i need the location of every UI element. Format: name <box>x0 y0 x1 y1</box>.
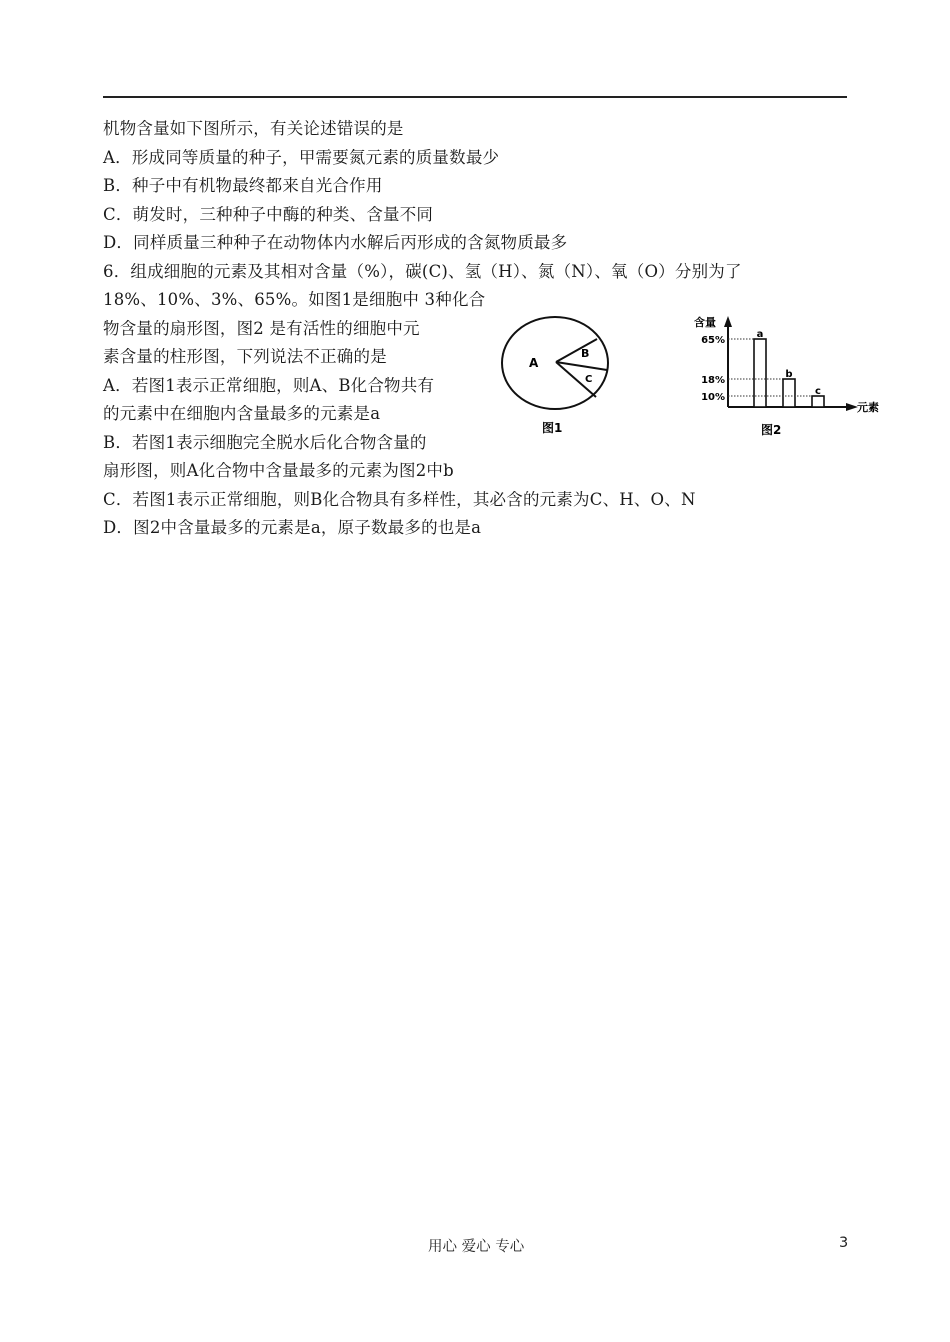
sector-label-a: A <box>529 356 539 370</box>
bars-layer <box>701 329 824 407</box>
x-axis-label: 元素 <box>857 401 879 414</box>
pie-outline <box>502 317 608 409</box>
bar-label-b: b <box>785 369 793 380</box>
figure-1-caption: 图1 <box>542 421 563 435</box>
option-b-line: B．种子中有机物最终都来自光合作用 <box>103 176 383 195</box>
y-axis-arrow <box>724 316 732 327</box>
q6-option-c-line: C．若图1表示正常细胞，则B化合物具有多样性，其必含的元素为C、H、O、N <box>103 490 696 509</box>
question-6-line: 6．组成细胞的元素及其相对含量（%），碳(C)、氢（H）、氮（N）、氧（O）分别为了 <box>103 262 742 281</box>
y-tick-label-1: 65% <box>701 335 725 346</box>
header-rule <box>103 96 847 98</box>
y-axis-label: 含量 <box>694 316 716 329</box>
option-a-line: A．形成同等质量的种子，甲需要氮元素的质量数最少 <box>103 148 500 167</box>
question-6-line-3: 物含量的扇形图，图2 是有活性的细胞中元 <box>103 319 420 338</box>
bar-label-a: a <box>756 329 764 340</box>
q6-option-a-line-2: 的元素中在细胞内含量最多的元素是a <box>103 404 381 423</box>
question-6-line-4: 素含量的柱形图，下列说法不正确的是 <box>103 347 387 366</box>
bar-a <box>754 339 766 407</box>
question-6-line-2: 18%、10%、3%、65%。如图1是细胞中 3种化合 <box>103 290 486 309</box>
page-number: 3 <box>839 1235 849 1251</box>
q6-option-b-line: B．若图1表示细胞完全脱水后化合物含量的 <box>103 433 427 452</box>
bar-label-c: c <box>815 386 821 397</box>
q6-option-b-line-2: 扇形图，则A化合物中含量最多的元素为图2中b <box>103 461 454 480</box>
figure-2-bar-chart <box>688 312 888 437</box>
pie-divider-1 <box>556 339 597 362</box>
option-d-line: D．同样质量三种种子在动物体内水解后丙形成的含氮物质最多 <box>103 233 568 252</box>
option-c-line: C．萌发时，三种种子中酶的种类、含量不同 <box>103 205 434 224</box>
figure-2-caption: 图2 <box>761 423 782 437</box>
q6-option-a-line: A．若图1表示正常细胞，则A、B化合物共有 <box>103 376 435 395</box>
y-tick-label-2: 18% <box>701 375 725 386</box>
q6-option-d-line: D．图2中含量最多的元素是a，原子数最多的也是a <box>103 518 482 537</box>
figure-1-pie-diagram <box>495 312 620 442</box>
text-line-1: 机物含量如下图所示，有关论述错误的是 <box>103 119 404 138</box>
sector-label-b: B <box>581 347 590 360</box>
bar-c <box>812 396 824 407</box>
footer-motto: 用心 爱心 专心 <box>428 1239 525 1255</box>
bar-b <box>783 379 795 407</box>
y-tick-label-3: 10% <box>701 392 725 403</box>
sector-label-c: C <box>585 374 593 385</box>
